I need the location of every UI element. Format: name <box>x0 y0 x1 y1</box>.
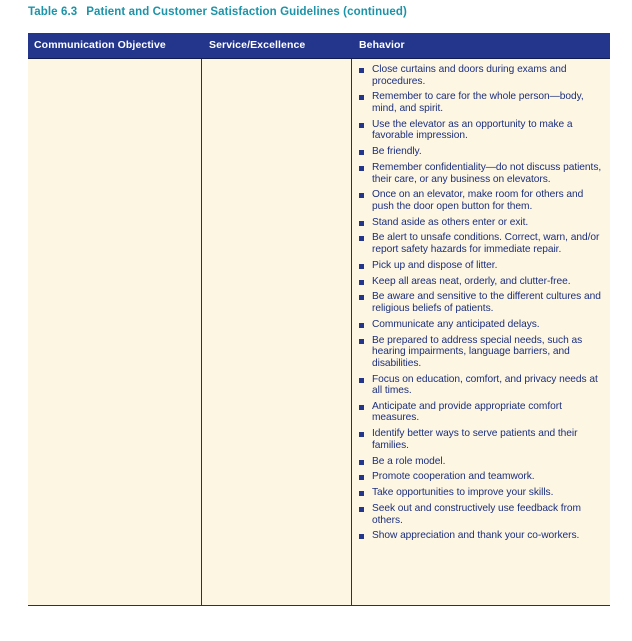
square-bullet-icon <box>359 460 364 465</box>
behavior-list-item <box>358 487 606 499</box>
square-bullet-icon <box>359 95 364 100</box>
square-bullet-icon <box>359 150 364 155</box>
guidelines-table <box>28 33 610 606</box>
behavior-list-item <box>358 260 606 272</box>
table-caption <box>28 6 407 18</box>
column-header-service-excellence: Service/Excellence <box>209 39 306 51</box>
behavior-list-item <box>358 503 606 526</box>
behavior-list-item-text: Show appreciation and thank your co-workers. <box>372 530 580 542</box>
cell-service-excellence <box>201 59 351 605</box>
column-header-communication-objective: Communication Objective <box>34 39 166 51</box>
behavior-list-item <box>358 319 606 331</box>
behavior-list-item <box>358 428 606 451</box>
behavior-list-item-text: Be a role model. <box>372 455 446 467</box>
square-bullet-icon <box>359 280 364 285</box>
behavior-list-item-text: Be prepared to address special needs, such as hearing impairments, language barriers, and disabilities. <box>372 334 583 369</box>
behavior-list-item-text: Anticipate and provide appropriate comfort measures. <box>372 400 562 424</box>
square-bullet-icon <box>359 378 364 383</box>
square-bullet-icon <box>359 264 364 269</box>
behavior-list-item <box>358 91 606 114</box>
behavior-list-item-text: Pick up and dispose of litter. <box>372 259 498 271</box>
behavior-list-item-text: Close curtains and doors during exams and procedures. <box>372 64 567 87</box>
behavior-list-item-text: Promote cooperation and teamwork. <box>372 471 535 483</box>
table-caption-title: Patient and Customer Satisfaction Guidelines (continued) <box>86 6 407 18</box>
behavior-list-item <box>358 471 606 483</box>
behavior-list <box>358 64 606 542</box>
behavior-list-item-text: Be alert to unsafe conditions. Correct, warn, and/or report safety hazards for immediate repair. <box>372 232 600 256</box>
behavior-list-item-text: Take opportunities to improve your skills. <box>372 487 554 499</box>
square-bullet-icon <box>359 475 364 480</box>
behavior-list-item-text: Stand aside as others enter or exit. <box>372 216 529 228</box>
square-bullet-icon <box>359 221 364 226</box>
behavior-list-item <box>358 162 606 185</box>
behavior-list-item-text: Seek out and constructively use feedback from others. <box>372 502 581 526</box>
square-bullet-icon <box>359 507 364 512</box>
behavior-list-item <box>358 64 606 87</box>
square-bullet-icon <box>359 193 364 198</box>
square-bullet-icon <box>359 534 364 539</box>
square-bullet-icon <box>359 236 364 241</box>
behavior-list-item-text: Communicate any anticipated delays. <box>372 318 540 330</box>
square-bullet-icon <box>359 491 364 496</box>
cell-behavior <box>351 59 610 605</box>
table-caption-number: Table 6.3 <box>28 6 78 18</box>
behavior-list-item <box>358 232 606 255</box>
behavior-list-item-text: Keep all areas neat, orderly, and clutter-free. <box>372 275 571 287</box>
behavior-list-item <box>358 530 606 542</box>
behavior-list-item-text: Be aware and sensitive to the different cultures and religious beliefs of patients. <box>372 291 601 314</box>
behavior-list-item <box>358 291 606 314</box>
behavior-list-item <box>358 456 606 468</box>
behavior-list-item-text: Focus on education, comfort, and privacy needs at all times. <box>372 373 598 397</box>
behavior-list-item <box>358 119 606 142</box>
behavior-list-item-text: Remember confidentiality—do not discuss patients, their care, or any business on elevators. <box>372 161 602 185</box>
behavior-list-item-text: Remember to care for the whole person—body, mind, and spirit. <box>372 91 584 114</box>
behavior-list-item-text: Be friendly. <box>372 146 422 158</box>
cell-communication-objective <box>28 59 201 605</box>
square-bullet-icon <box>359 68 364 73</box>
behavior-list-item <box>358 217 606 229</box>
square-bullet-icon <box>359 339 364 344</box>
square-bullet-icon <box>359 295 364 300</box>
behavior-list-item <box>358 146 606 158</box>
square-bullet-icon <box>359 405 364 410</box>
column-header-behavior: Behavior <box>359 39 405 51</box>
table-row <box>28 59 610 605</box>
behavior-list-item-text: Use the elevator as an opportunity to make a favorable impression. <box>372 118 573 142</box>
behavior-list-item-text: Identify better ways to serve patients and their families. <box>372 428 578 451</box>
square-bullet-icon <box>359 166 364 171</box>
square-bullet-icon <box>359 323 364 328</box>
square-bullet-icon <box>359 432 364 437</box>
behavior-list-item <box>358 401 606 424</box>
behavior-list-item <box>358 189 606 212</box>
behavior-list-item <box>358 335 606 370</box>
behavior-list-item <box>358 374 606 397</box>
behavior-list-item <box>358 276 606 288</box>
square-bullet-icon <box>359 123 364 128</box>
behavior-list-item-text: Once on an elevator, make room for others and push the door open button for them. <box>372 189 584 212</box>
table-header-row <box>28 33 610 59</box>
